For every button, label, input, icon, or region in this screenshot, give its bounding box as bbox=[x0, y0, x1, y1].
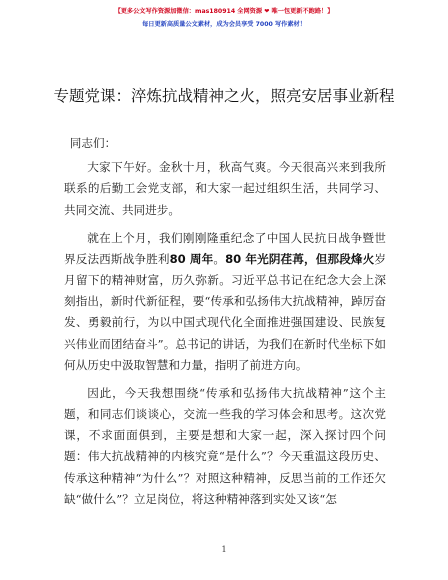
paragraph-2-text-c: 岁月留下的精神财富，历久弥新。习近平总书记在纪念大会上深刻指出，新时代新征程，要“传承和弘扬伟大抗战精神，踔厉奋发、勇毅前行，为以中国式现代化全面推进强国建设、民族复兴伟业而团结奋斗”。总书记的讲话，为我们在新时代坐标下如何从历史中汲取智慧和力量，指明了前进方向。 bbox=[64, 251, 386, 372]
paragraph-2-bold-anniversary: 80 周年 bbox=[169, 251, 214, 266]
promo-header-line-2: 每日更新高质量公文素材，成为会员享受 7000 写作素材！ bbox=[142, 21, 306, 28]
document-title: 专题党课：淬炼抗战精神之火，照亮安居事业新程 bbox=[53, 87, 395, 105]
paragraph-2-text-a: 就在上个月，我们刚刚隆重纪念了中国人民抗日战争暨世界反法西斯战争胜利 bbox=[64, 230, 386, 266]
page-number: 1 bbox=[221, 545, 227, 554]
paragraph-2-text-b: 。 bbox=[213, 251, 226, 266]
greeting: 同志们： bbox=[69, 136, 117, 150]
paragraph-2-bold-phrase: 80 年光阴荏苒，但那段烽火 bbox=[225, 251, 375, 266]
document-body bbox=[64, 133, 386, 517]
paragraph-2 bbox=[64, 228, 386, 376]
promo-header-line-1: 【更多公文写作资源加微信：mas180914 全网资源 ❤ 唯一包更新不跑路！】 bbox=[114, 8, 334, 15]
paragraph-1: 大家下午好。金秋十月，秋高气爽。今天很高兴来到我所联系的后勤工会党支部，和大家一起过组织生活，共同学习、共同交流、共同进步。 bbox=[64, 160, 386, 217]
paragraph-3: 因此，今天我想围绕“传承和弘扬伟大抗战精神”这个主题，和同志们谈谈心，交流一些我的学习体会和思考。这次党课，不求面面俱到，主要是想和大家一起，深入探讨四个问题：伟大抗战精神的内核究竟“是什么”？今天重温这段历史、传承这种精神“为什么”？对照这种精神，反思当前的工作还欠缺“做什么”？立足岗位，将这种精神落到实处又该“怎 bbox=[64, 385, 386, 506]
